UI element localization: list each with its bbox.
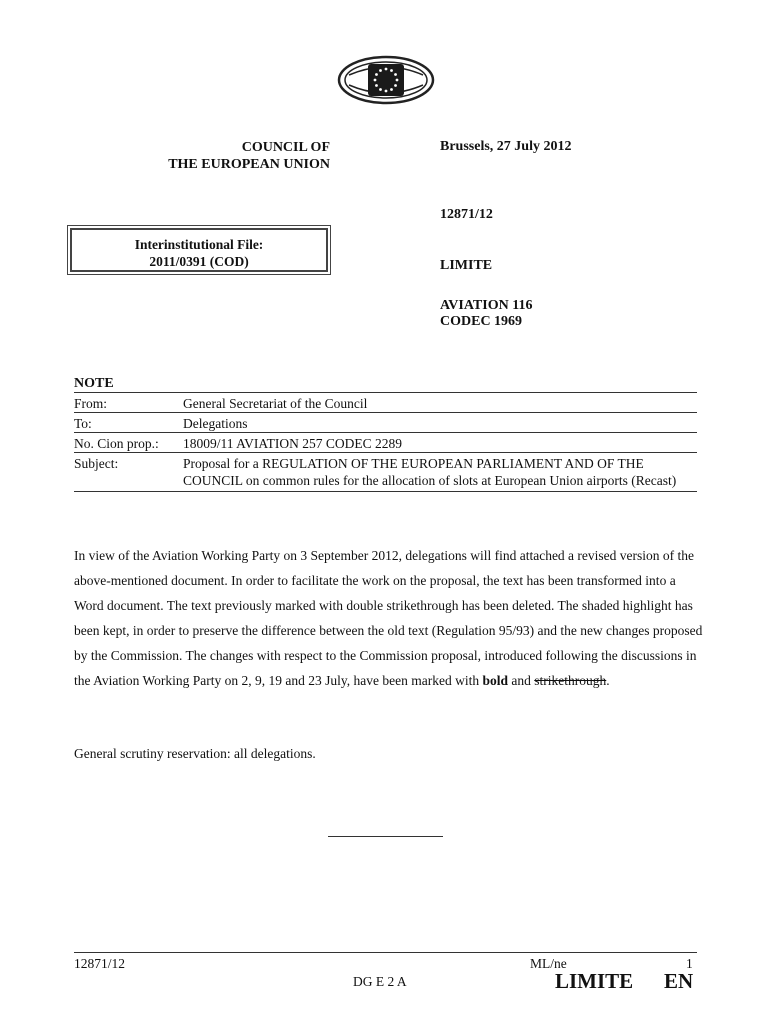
note-table [74, 392, 697, 492]
body-paragraph [74, 543, 704, 693]
note-value: General Secretariat of the Council [183, 396, 368, 411]
footer-divider [74, 952, 697, 953]
scrutiny-reservation: General scrutiny reservation: all delegations. [74, 746, 316, 761]
footer-page-number: 1 [686, 956, 693, 971]
body-period: . [606, 673, 610, 688]
council-line-2: THE EUROPEAN UNION [168, 157, 330, 172]
document-date: Brussels, 27 July 2012 [440, 139, 572, 154]
star-icon [375, 73, 378, 76]
star-icon [379, 88, 382, 91]
body-and-word: and [508, 673, 535, 688]
star-icon [390, 88, 393, 91]
body-strike-word: strikethrough [534, 673, 607, 688]
note-value: Proposal for a REGULATION OF THE EUROPEAN PARLIAMENT AND OF THE COUNCIL on common rules for the allocation of slots at European Union airports (Recast) [183, 456, 677, 488]
note-value: Delegations [183, 416, 248, 431]
body-bold-word: bold [482, 673, 508, 688]
star-icon [396, 79, 399, 82]
body-main-text: In view of the Aviation Working Party on 3 September 2012, delegations will find attached a revised version of the above-mentioned document. In order to facilitate the work on the proposal, the text has been transformed into a Word document. The text previously marked with double strikethrough has been deleted. The shaded highlight has been kept, in order to preserve the difference between the old text (Regulation 95/93) and the new changes proposed by the Commission. The changes with respect to the Commission proposal, introduced following the discussions in the Aviation Working Party on 2, 9, 19 and 23 July, have been marked with [74, 548, 703, 688]
note-row-to [74, 412, 697, 432]
footer-classification: LIMITE [555, 969, 634, 993]
code-aviation: AVIATION 116 [440, 298, 533, 313]
star-icon [385, 90, 388, 93]
note-row-from [74, 392, 697, 412]
star-icon [394, 73, 397, 76]
note-row-cion-prop [74, 432, 697, 452]
interinstitutional-code: 2011/0391 (COD) [149, 254, 249, 269]
code-codec: CODEC 1969 [440, 314, 523, 329]
star-icon [374, 79, 377, 82]
interinstitutional-label: Interinstitutional File: [134, 237, 264, 252]
footer-doc-number: 12871/12 [74, 956, 126, 971]
eu-council-logo-icon [337, 55, 435, 105]
footer-language: EN [664, 969, 694, 993]
note-label: Subject: [74, 456, 119, 471]
star-icon [375, 84, 378, 87]
council-line-1: COUNCIL OF [241, 140, 330, 155]
document-codes [440, 298, 532, 330]
footer-initials: ML/ne [530, 956, 567, 971]
star-icon [385, 68, 388, 71]
note-label: From: [74, 396, 108, 411]
council-name [120, 139, 330, 173]
note-label: To: [74, 416, 92, 431]
star-icon [379, 69, 382, 72]
footer-dg: DG E 2 A [353, 974, 407, 989]
star-icon [394, 84, 397, 87]
note-title: NOTE [74, 376, 114, 391]
star-icon [390, 69, 393, 72]
interinstitutional-file-box [70, 228, 328, 272]
note-row-subject [74, 452, 697, 492]
note-label: No. Cion prop.: [74, 436, 159, 451]
note-value: 18009/11 AVIATION 257 CODEC 2289 [183, 436, 403, 451]
end-separator [328, 836, 443, 837]
classification-label: LIMITE [440, 258, 493, 273]
document-number: 12871/12 [440, 207, 493, 222]
